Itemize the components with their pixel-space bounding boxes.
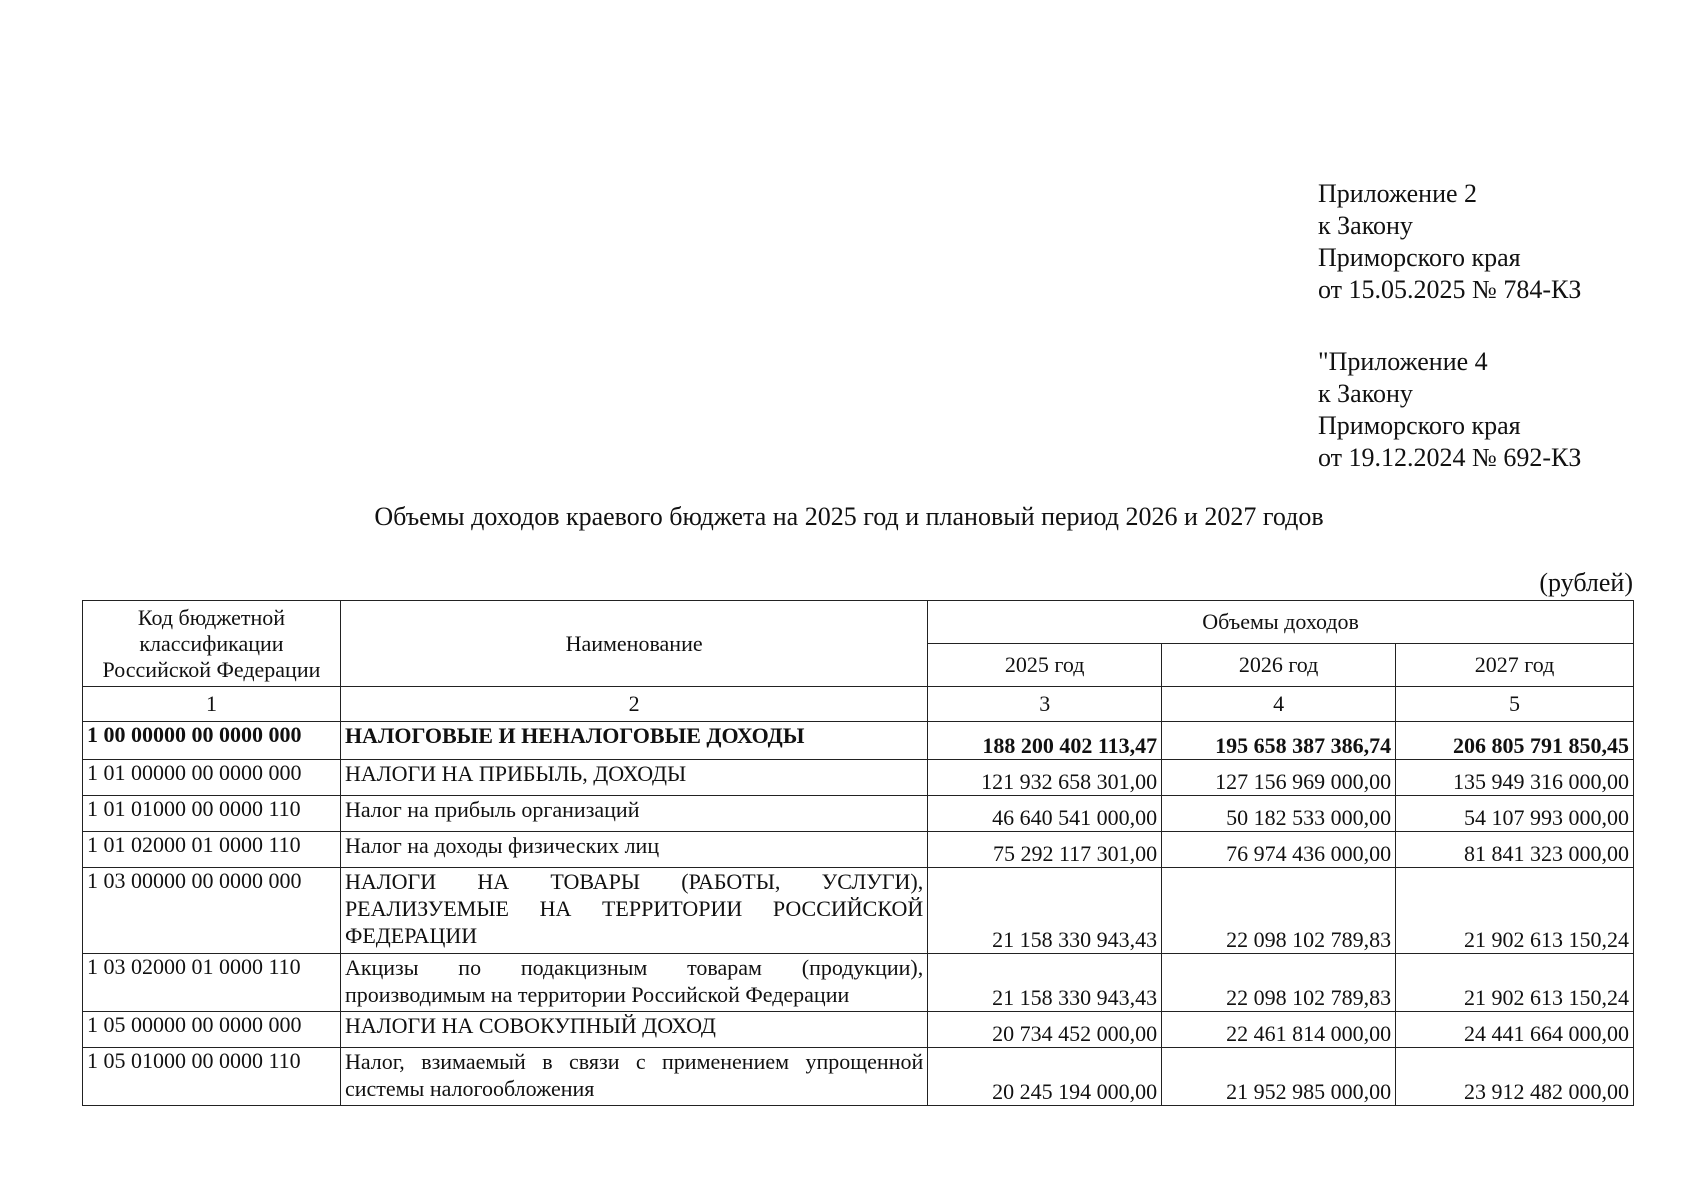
row-code: 1 03 02000 01 0000 110 <box>83 954 341 1012</box>
row-value-2027: 21 902 613 150,24 <box>1396 868 1634 954</box>
table-row <box>83 1048 1634 1106</box>
units-label: (рублей) <box>1539 568 1633 597</box>
row-name: НАЛОГИ НА ПРИБЫЛЬ, ДОХОДЫ <box>340 760 927 796</box>
row-code: 1 05 00000 00 0000 000 <box>83 1012 341 1048</box>
row-name: НАЛОГИ НА ТОВАРЫ (РАБОТЫ, УСЛУГИ), РЕАЛИЗУЕМЫЕ НА ТЕРРИТОРИИ РОССИЙСКОЙ ФЕДЕРАЦИИ <box>340 868 927 954</box>
column-number-row <box>83 687 1634 722</box>
row-value-2025: 20 734 452 000,00 <box>928 1012 1162 1048</box>
column-number: 3 <box>928 687 1162 722</box>
header-year-2025: 2025 год <box>928 644 1162 687</box>
row-code: 1 01 01000 00 0000 110 <box>83 796 341 832</box>
appendix-line: Приложение 2 <box>1318 179 1478 208</box>
row-value-2027: 23 912 482 000,00 <box>1396 1048 1634 1106</box>
row-value-2025: 188 200 402 113,47 <box>928 722 1162 760</box>
table-row <box>83 760 1634 796</box>
row-value-2026: 22 098 102 789,83 <box>1162 954 1396 1012</box>
row-value-2025: 20 245 194 000,00 <box>928 1048 1162 1106</box>
table-row <box>83 796 1634 832</box>
row-value-2027: 135 949 316 000,00 <box>1396 760 1634 796</box>
appendix-line: Приморского края <box>1318 243 1521 272</box>
appendix-block <box>1318 178 1581 474</box>
table-row <box>83 832 1634 868</box>
row-value-2025: 75 292 117 301,00 <box>928 832 1162 868</box>
appendix-line: к Закону <box>1318 211 1413 240</box>
row-value-2026: 127 156 969 000,00 <box>1162 760 1396 796</box>
appendix-line: Приморского края <box>1318 411 1521 440</box>
column-number: 4 <box>1162 687 1396 722</box>
header-name: Наименование <box>340 601 927 687</box>
row-value-2025: 21 158 330 943,43 <box>928 868 1162 954</box>
appendix-line: "Приложение 4 <box>1318 347 1488 376</box>
header-year-2027: 2027 год <box>1396 644 1634 687</box>
row-value-2027: 206 805 791 850,45 <box>1396 722 1634 760</box>
revenue-table <box>82 600 1634 1106</box>
table-row <box>83 1012 1634 1048</box>
document-title: Объемы доходов краевого бюджета на 2025 год и плановый период 2026 и 2027 годов <box>374 502 1324 531</box>
row-value-2025: 121 932 658 301,00 <box>928 760 1162 796</box>
row-value-2027: 81 841 323 000,00 <box>1396 832 1634 868</box>
row-name: Налог, взимаемый в связи с применением упрощенной системы налогообложения <box>340 1048 927 1106</box>
header-row <box>83 601 1634 644</box>
header-year-2026: 2026 год <box>1162 644 1396 687</box>
row-code: 1 01 02000 01 0000 110 <box>83 832 341 868</box>
row-value-2025: 46 640 541 000,00 <box>928 796 1162 832</box>
row-code: 1 01 00000 00 0000 000 <box>83 760 341 796</box>
header-code: Код бюджетной классификации Российской Федерации <box>83 601 341 687</box>
row-value-2026: 22 098 102 789,83 <box>1162 868 1396 954</box>
row-value-2027: 21 902 613 150,24 <box>1396 954 1634 1012</box>
column-number: 1 <box>83 687 341 722</box>
table-row <box>83 868 1634 954</box>
row-value-2026: 21 952 985 000,00 <box>1162 1048 1396 1106</box>
column-number: 5 <box>1396 687 1634 722</box>
appendix-line: от 15.05.2025 № 784-КЗ <box>1318 275 1582 304</box>
row-value-2027: 24 441 664 000,00 <box>1396 1012 1634 1048</box>
row-value-2026: 50 182 533 000,00 <box>1162 796 1396 832</box>
appendix-line: от 19.12.2024 № 692-КЗ <box>1318 443 1582 472</box>
row-name: НАЛОГОВЫЕ И НЕНАЛОГОВЫЕ ДОХОДЫ <box>340 722 927 760</box>
row-name: Акцизы по подакцизным товарам (продукции), производимым на территории Российской Федерации <box>340 954 927 1012</box>
row-value-2025: 21 158 330 943,43 <box>928 954 1162 1012</box>
column-number: 2 <box>340 687 927 722</box>
row-name: НАЛОГИ НА СОВОКУПНЫЙ ДОХОД <box>340 1012 927 1048</box>
table-row <box>83 954 1634 1012</box>
header-volumes: Объемы доходов <box>928 601 1634 644</box>
table-row <box>83 722 1634 760</box>
row-code: 1 03 00000 00 0000 000 <box>83 868 341 954</box>
appendix-line: к Закону <box>1318 379 1413 408</box>
row-code: 1 00 00000 00 0000 000 <box>83 722 341 760</box>
row-value-2027: 54 107 993 000,00 <box>1396 796 1634 832</box>
row-name: Налог на доходы физических лиц <box>340 832 927 868</box>
row-value-2026: 22 461 814 000,00 <box>1162 1012 1396 1048</box>
row-value-2026: 195 658 387 386,74 <box>1162 722 1396 760</box>
row-code: 1 05 01000 00 0000 110 <box>83 1048 341 1106</box>
row-name: Налог на прибыль организаций <box>340 796 927 832</box>
row-value-2026: 76 974 436 000,00 <box>1162 832 1396 868</box>
